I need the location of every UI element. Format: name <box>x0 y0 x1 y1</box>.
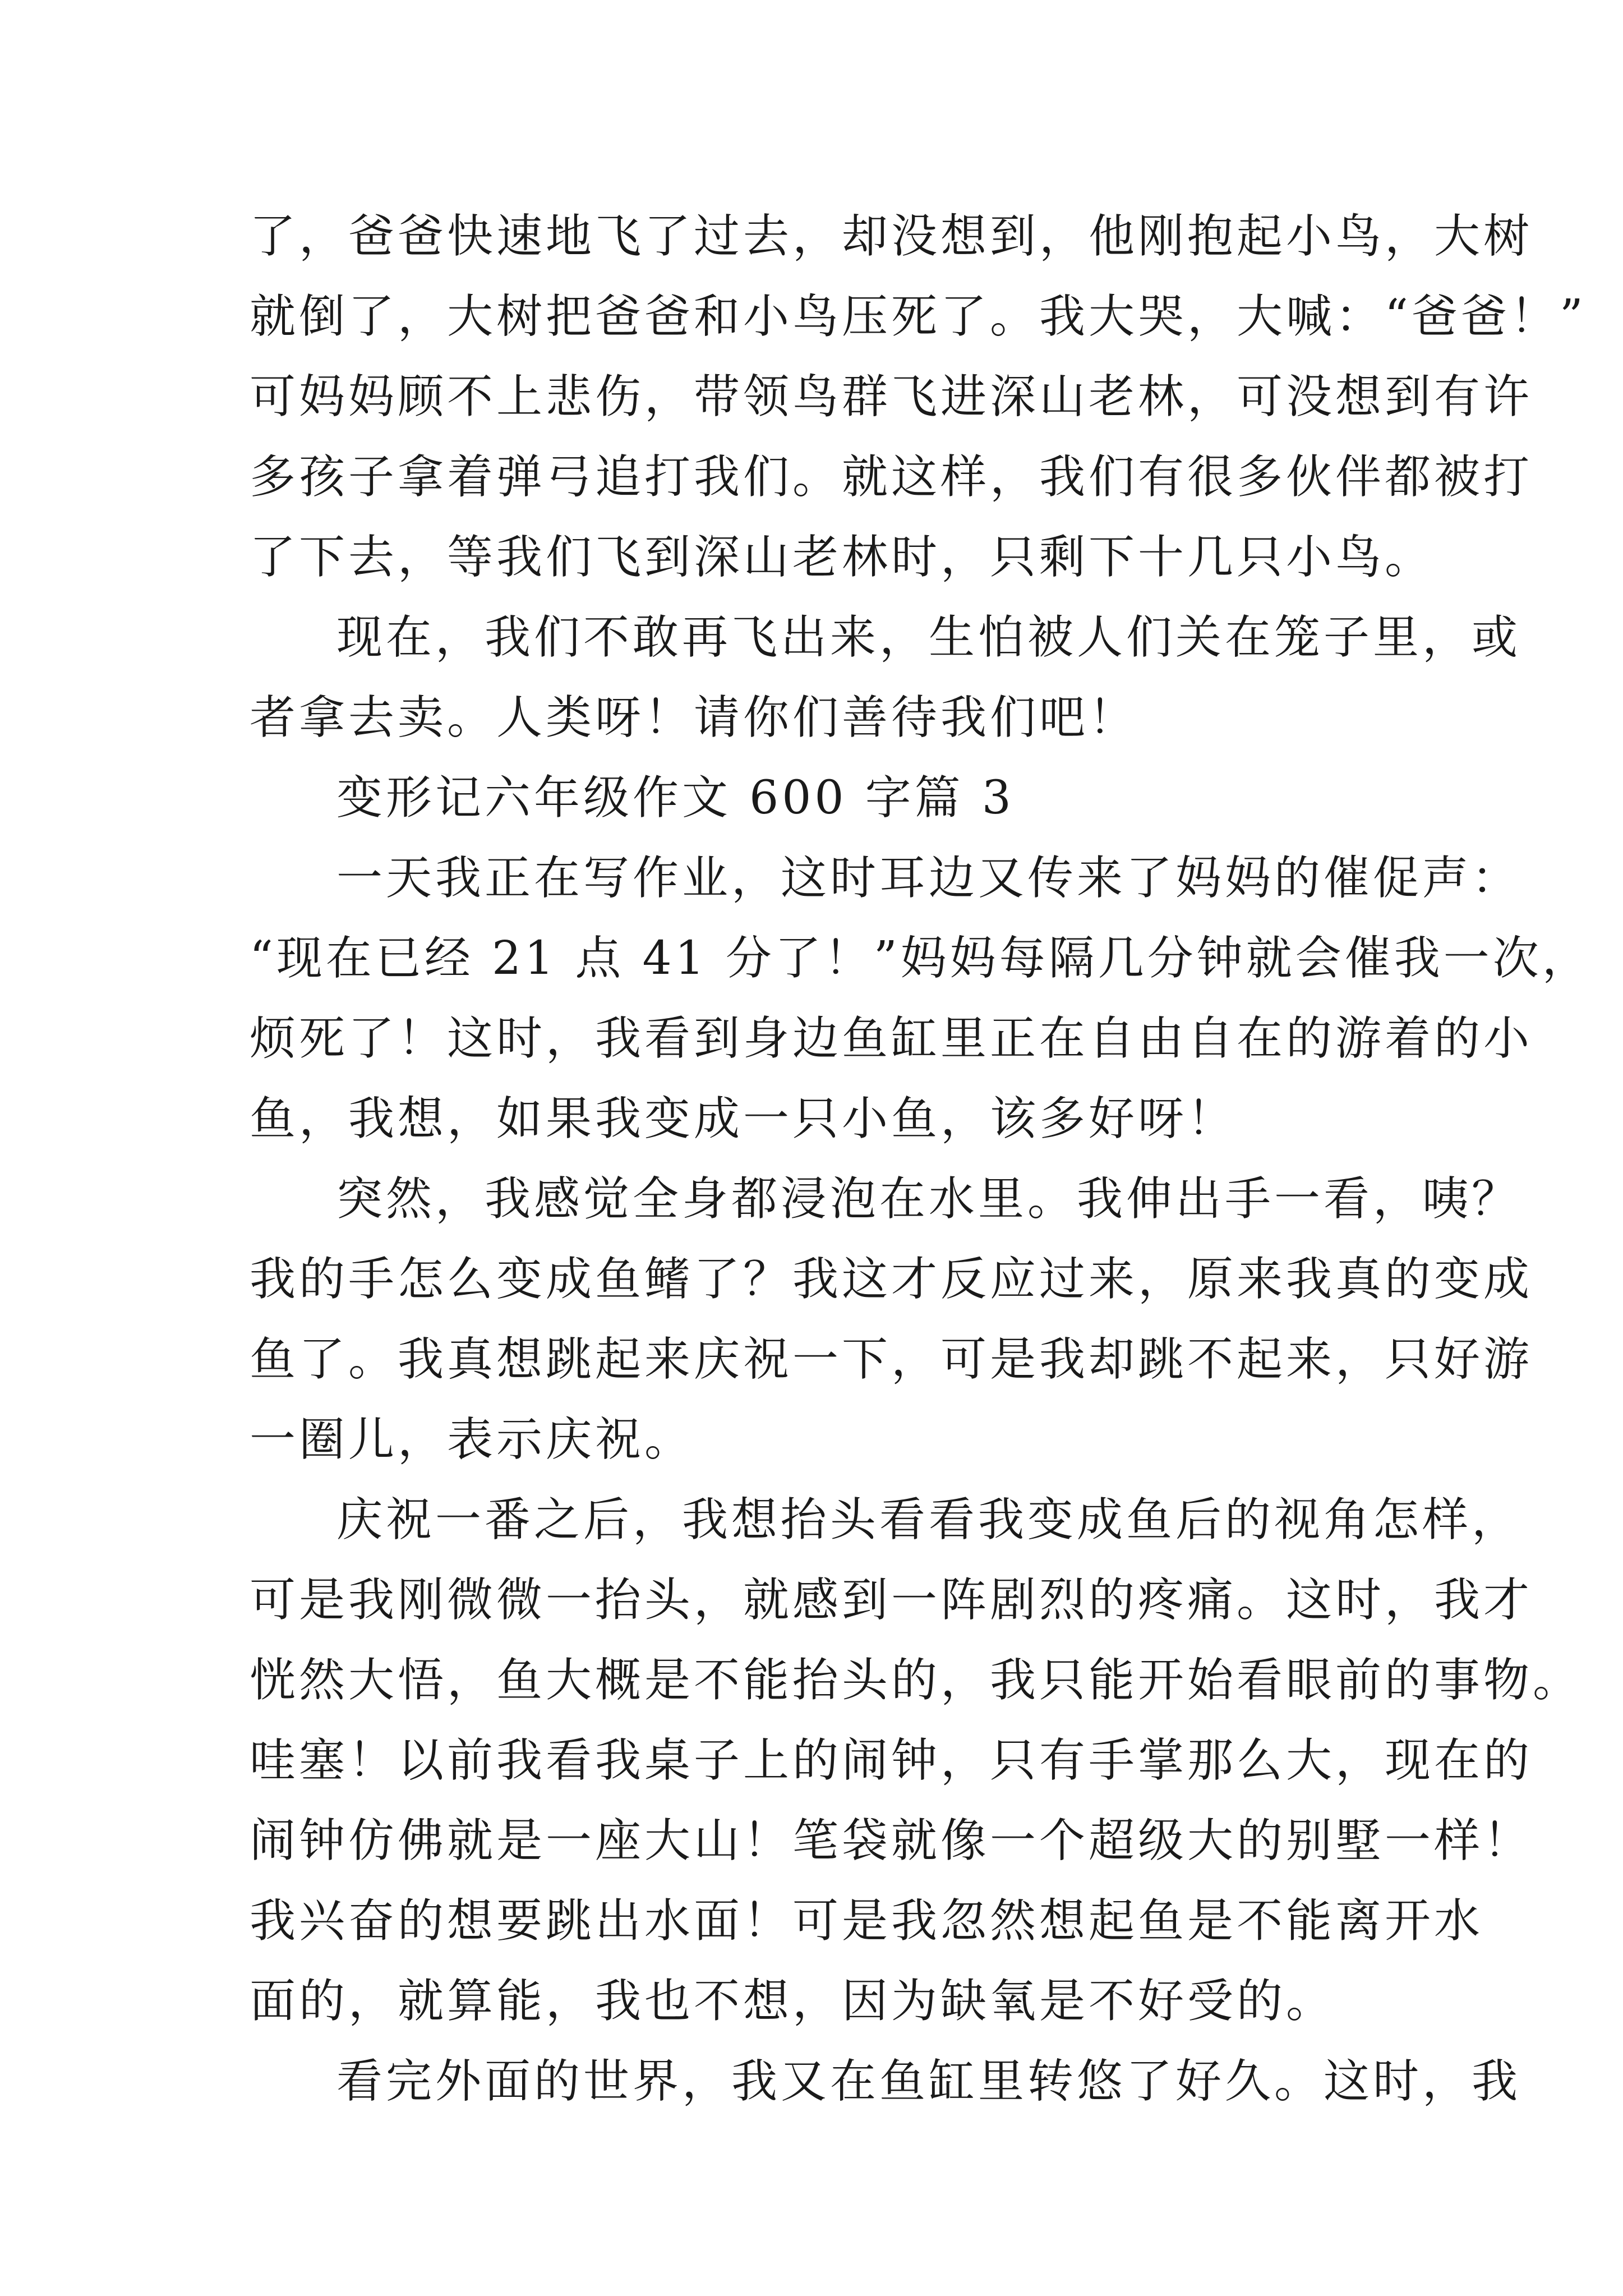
text-line: “现在已经 21 点 41 分了！”妈妈每隔几分钟就会催我一次， <box>250 932 1592 985</box>
text-line: 就倒了，大树把爸爸和小鸟压死了。我大哭，大喊：“爸爸！” <box>250 290 1587 343</box>
text-line: 可是我刚微微一抬头，就感到一阵剧烈的疼痛。这时，我才 <box>250 1573 1533 1627</box>
text-line: 鱼了。我真想跳起来庆祝一下，可是我却跳不起来，只好游 <box>250 1333 1533 1386</box>
paragraph-start-line: 一天我正在写作业，这时耳边又传来了妈妈的催促声： <box>336 852 1521 905</box>
text-line: 面的，就算能，我也不想，因为缺氧是不好受的。 <box>250 1975 1336 2028</box>
paragraph-start-line: 现在，我们不敢再飞出来，生怕被人们关在笼子里，或 <box>336 611 1521 664</box>
paragraph-start-line: 突然，我感觉全身都浸泡在水里。我伸出手一看，咦？ <box>336 1172 1521 1226</box>
text-line: 恍然大悟，鱼大概是不能抬头的，我只能开始看眼前的事物。 <box>250 1654 1583 1707</box>
text-line: 一圈儿，表示庆祝。 <box>250 1413 694 1466</box>
text-line: 我兴奋的想要跳出水面！可是我忽然想起鱼是不能离开水 <box>250 1894 1484 1948</box>
text-line: 鱼，我想，如果我变成一只小鱼，该多好呀！ <box>250 1092 1237 1145</box>
text-line: 我的手怎么变成鱼鳍了？我这才反应过来，原来我真的变成 <box>250 1253 1533 1306</box>
text-line: 了下去，等我们飞到深山老林时，只剩下十几只小鸟。 <box>250 531 1435 584</box>
text-line: 者拿去卖。人类呀！请你们善待我们吧！ <box>250 691 1138 744</box>
text-line: 哇塞！以前我看我桌子上的闹钟，只有手掌那么大，现在的 <box>250 1734 1533 1787</box>
section-heading: 变形记六年级作文 600 字篇 3 <box>336 771 1015 825</box>
text-line: 可妈妈顾不上悲伤，带领鸟群飞进深山老林，可没想到有许 <box>250 370 1533 424</box>
text-line: 闹钟仿佛就是一座大山！笔袋就像一个超级大的别墅一样！ <box>250 1814 1533 1867</box>
paragraph-start-line: 看完外面的世界，我又在鱼缸里转悠了好久。这时，我 <box>336 2055 1521 2108</box>
essay-body <box>250 196 1592 2122</box>
text-line: 了，爸爸快速地飞了过去，却没想到，他刚抱起小鸟，大树 <box>250 210 1533 263</box>
text-line: 烦死了！这时，我看到身边鱼缸里正在自由自在的游着的小 <box>250 1012 1533 1065</box>
paragraph-start-line: 庆祝一番之后，我想抬头看看我变成鱼后的视角怎样， <box>336 1493 1521 1547</box>
text-line: 多孩子拿着弹弓追打我们。就这样，我们有很多伙伴都被打 <box>250 450 1533 504</box>
